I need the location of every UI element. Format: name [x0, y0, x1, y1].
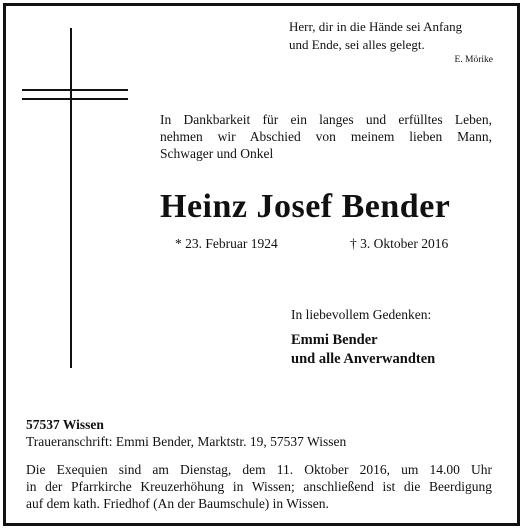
service-line: Die Exequien sind am Dienstag, dem 11. Oktober 2016, um 14.00 Uhr — [26, 462, 492, 477]
intro-line: nehmen wir Abschied von meinem lieben Mann, — [160, 129, 492, 144]
mourner-name: und alle Anverwandten — [291, 351, 436, 367]
death-date: † 3. Oktober 2016 — [350, 236, 449, 251]
intro-line: Schwager und Onkel — [160, 146, 274, 161]
quote-line: Herr, dir in die Hände sei Anfang — [289, 19, 463, 34]
address-title: 57537 Wissen — [26, 417, 104, 432]
birth-date: * 23. Februar 1924 — [175, 236, 278, 251]
mourner-name: Emmi Bender — [291, 332, 378, 348]
intro-line: In Dankbarkeit für ein langes und erfülltes Leben, — [160, 112, 492, 127]
mourners-intro: In liebevollem Gedenken: — [291, 307, 432, 322]
quote-line: und Ende, sei alles gelegt. — [289, 37, 425, 52]
deceased-name: Heinz Josef Bender — [160, 188, 451, 225]
mourning-address: Traueranschrift: Emmi Bender, Marktstr. 19, 57537 Wissen — [26, 434, 347, 449]
service-line: auf dem kath. Friedhof (An der Baumschule) in Wissen. — [26, 496, 329, 511]
cross-vertical-bar — [70, 28, 72, 368]
service-info — [26, 461, 492, 512]
intro-text — [160, 111, 492, 162]
cross-horizontal-bar-top — [22, 89, 128, 91]
cross-horizontal-bar-bottom — [22, 98, 128, 100]
bible-quote — [289, 18, 499, 54]
mourners-list — [291, 331, 435, 369]
quote-author: E. Mörike — [454, 55, 493, 65]
service-line: in der Pfarrkirche Kreuzerhöhung in Wissen; anschließend ist die Beerdigung — [26, 479, 492, 494]
